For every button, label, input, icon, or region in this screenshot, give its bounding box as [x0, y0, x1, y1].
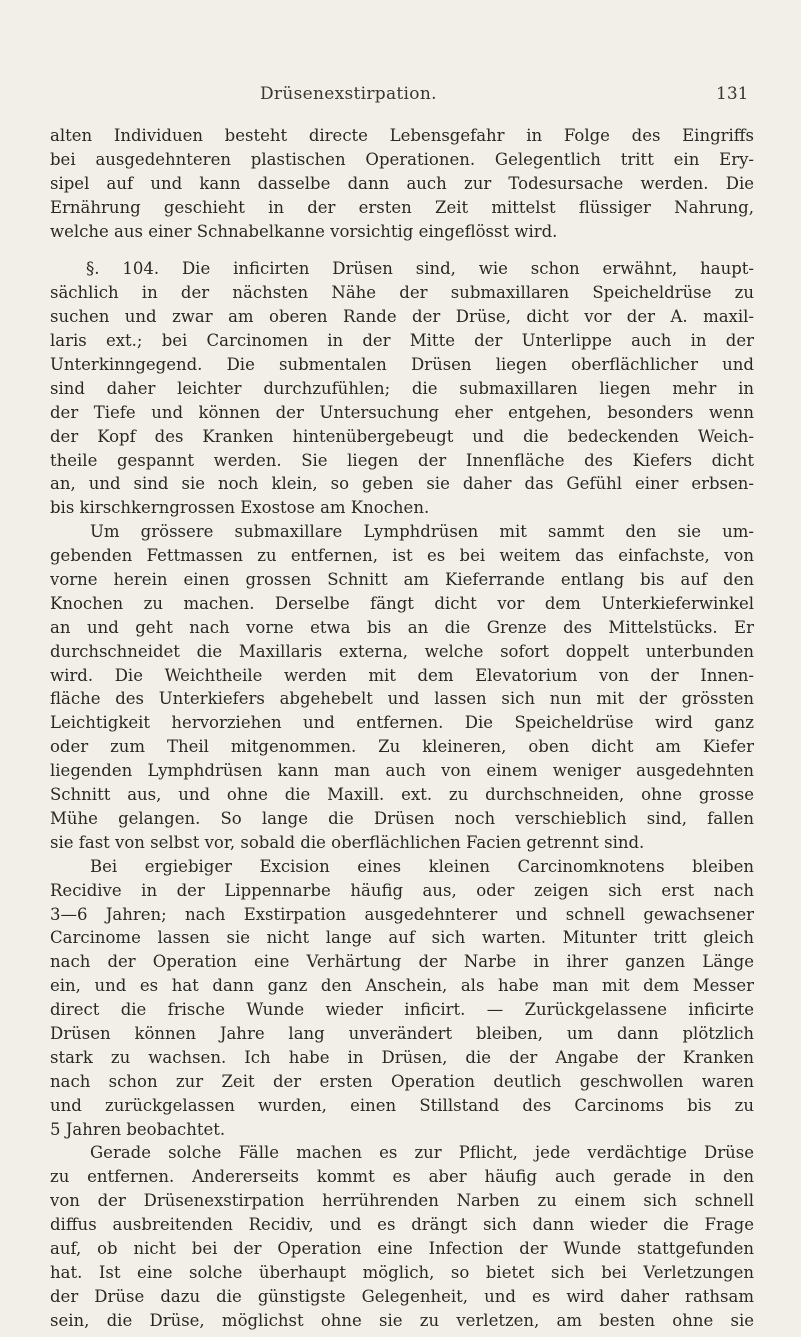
text-line: wird. Die Weichtheile werden mit dem Elevatorium von der Innen-	[50, 665, 754, 685]
text-line: der Tiefe und können der Untersuchung eher entgehen, besonders wenn	[50, 402, 754, 422]
text-line: an und geht nach vorne etwa bis an die Grenze des Mittelstücks. Er	[50, 617, 754, 637]
page-number: 131	[716, 84, 749, 104]
text-line: Bei ergiebiger Excision eines kleinen Carcinomknotens bleiben	[90, 856, 754, 876]
text-line: ein, und es hat dann ganz den Anschein, als habe man mit dem Messer	[50, 976, 754, 996]
text-line: Carcinome lassen sie nicht lange auf sich warten. Mitunter tritt gleich	[50, 928, 754, 948]
text-body	[50, 124, 754, 1333]
text-line: sein, die Drüse, möglichst ohne sie zu verletzen, am besten ohne sie	[50, 1310, 754, 1330]
text-line: 5 Jahren beobachtet.	[50, 1119, 226, 1139]
text-line: bei ausgedehnteren plastischen Operationen. Gelegentlich tritt ein Ery-	[50, 149, 754, 169]
text-line: alten Individuen besteht directe Lebensgefahr in Folge des Eingriffs	[50, 126, 754, 145]
text-line: welche aus einer Schnabelkanne vorsichtig eingeflösst wird.	[50, 221, 558, 241]
text-line: nach der Operation eine Verhärtung der Narbe in ihrer ganzen Länge	[50, 952, 754, 972]
text-line: sipel auf und kann dasselbe dann auch zur Todesursache werden. Die	[50, 173, 754, 193]
text-line: und zurückgelassen wurden, einen Stillstand des Carcinoms bis zu	[50, 1095, 754, 1115]
text-line: Recidive in der Lippennarbe häufig aus, oder zeigen sich erst nach	[50, 880, 754, 900]
text-line: Drüsen können Jahre lang unverändert bleiben, um dann plötzlich	[50, 1023, 754, 1043]
text-line: Um grössere submaxillare Lymphdrüsen mit sammt den sie um-	[90, 522, 754, 542]
text-line: sind daher leichter durchzufühlen; die submaxillaren liegen mehr in	[50, 378, 754, 398]
text-line: 3—6 Jahren; nach Exstirpation ausgedehnterer und schnell gewachsener	[50, 904, 754, 924]
text-line: an, und sind sie noch klein, so geben sie daher das Gefühl einer erbsen-	[50, 474, 754, 494]
text-line: hat. Ist eine solche überhaupt möglich, so bietet sich bei Verletzungen	[50, 1262, 754, 1282]
running-head	[0, 84, 801, 108]
section-paragraph	[50, 257, 754, 520]
text-line: laris ext.; bei Carcinomen in der Mitte der Unterlippe auch in der	[50, 331, 754, 351]
text-line: nach schon zur Zeit der ersten Operation deutlich geschwollen waren	[50, 1071, 754, 1091]
text-line: theile gespannt werden. Sie liegen der Innenfläche des Kiefers dicht	[50, 450, 754, 470]
paragraph	[50, 855, 754, 1142]
text-line: Unterkinngegend. Die submentalen Drüsen liegen oberflächlicher und	[50, 355, 754, 375]
text-line: von der Drüsenexstirpation herrührenden Narben zu einem sich schnell	[50, 1191, 754, 1211]
text-line: gebenden Fettmassen zu entfernen, ist es bei weitem das einfachste, von	[50, 546, 754, 566]
text-line: zu entfernen. Andererseits kommt es aber häufig auch gerade in den	[50, 1167, 754, 1187]
text-line: Leichtigkeit hervorziehen und entfernen. Die Speicheldrüse wird ganz	[50, 713, 754, 733]
text-line: Mühe gelangen. So lange die Drüsen noch verschieblich sind, fallen	[50, 808, 754, 828]
text-line: oder zum Theil mitgenommen. Zu kleineren, oben dicht am Kiefer	[50, 737, 754, 757]
text-line: durchschneidet die Maxillaris externa, welche sofort doppelt unterbunden	[50, 641, 754, 661]
text-line: suchen und zwar am oberen Rande der Drüse, dicht vor der A. maxil-	[50, 307, 754, 327]
text-line: Gerade solche Fälle machen es zur Pflicht, jede verdächtige Drüse	[90, 1143, 754, 1163]
text-line: stark zu wachsen. Ich habe in Drüsen, die der Angabe der Kranken	[50, 1047, 754, 1067]
section-gap	[50, 243, 754, 257]
text-line: diffus ausbreitenden Recidiv, und es drängt sich dann wieder die Frage	[50, 1215, 754, 1235]
text-line: liegenden Lymphdrüsen kann man auch von einem weniger ausgedehnten	[50, 761, 754, 781]
paragraph	[50, 520, 754, 854]
text-line: sächlich in der nächsten Nähe der submaxillaren Speicheldrüse zu	[50, 283, 754, 303]
text-line: Ernährung geschieht in der ersten Zeit mittelst flüssiger Nahrung,	[50, 197, 754, 217]
text-line: Knochen zu machen. Derselbe fängt dicht vor dem Unterkieferwinkel	[50, 593, 754, 613]
section-heading-line: §. 104. Die inficirten Drüsen sind, wie schon erwähnt, haupt-	[86, 259, 754, 279]
text-line: fläche des Unterkiefers abgehebelt und lassen sich nun mit der grössten	[50, 689, 754, 709]
text-line: auf, ob nicht bei der Operation eine Infection der Wunde stattgefunden	[50, 1238, 754, 1258]
running-title: Drüsenexstirpation.	[260, 84, 437, 104]
text-line: vorne herein einen grossen Schnitt am Kieferrande entlang bis auf den	[50, 570, 754, 590]
text-line: sie fast von selbst vor, sobald die oberflächlichen Facien getrennt sind.	[50, 832, 645, 852]
text-line: der Drüse dazu die günstigste Gelegenheit, und es wird daher rathsam	[50, 1286, 754, 1306]
paragraph	[50, 1141, 754, 1332]
text-line: der Kopf des Kranken hintenübergebeugt und die bedeckenden Weich-	[50, 426, 754, 446]
text-line: direct die frische Wunde wieder inficirt. — Zurückgelassene inficirte	[50, 1000, 754, 1020]
paragraph	[50, 124, 754, 243]
text-line: Schnitt aus, und ohne die Maxill. ext. zu durchschneiden, ohne grosse	[50, 785, 754, 805]
text-line: bis kirschkerngrossen Exostose am Knochen.	[50, 498, 430, 518]
